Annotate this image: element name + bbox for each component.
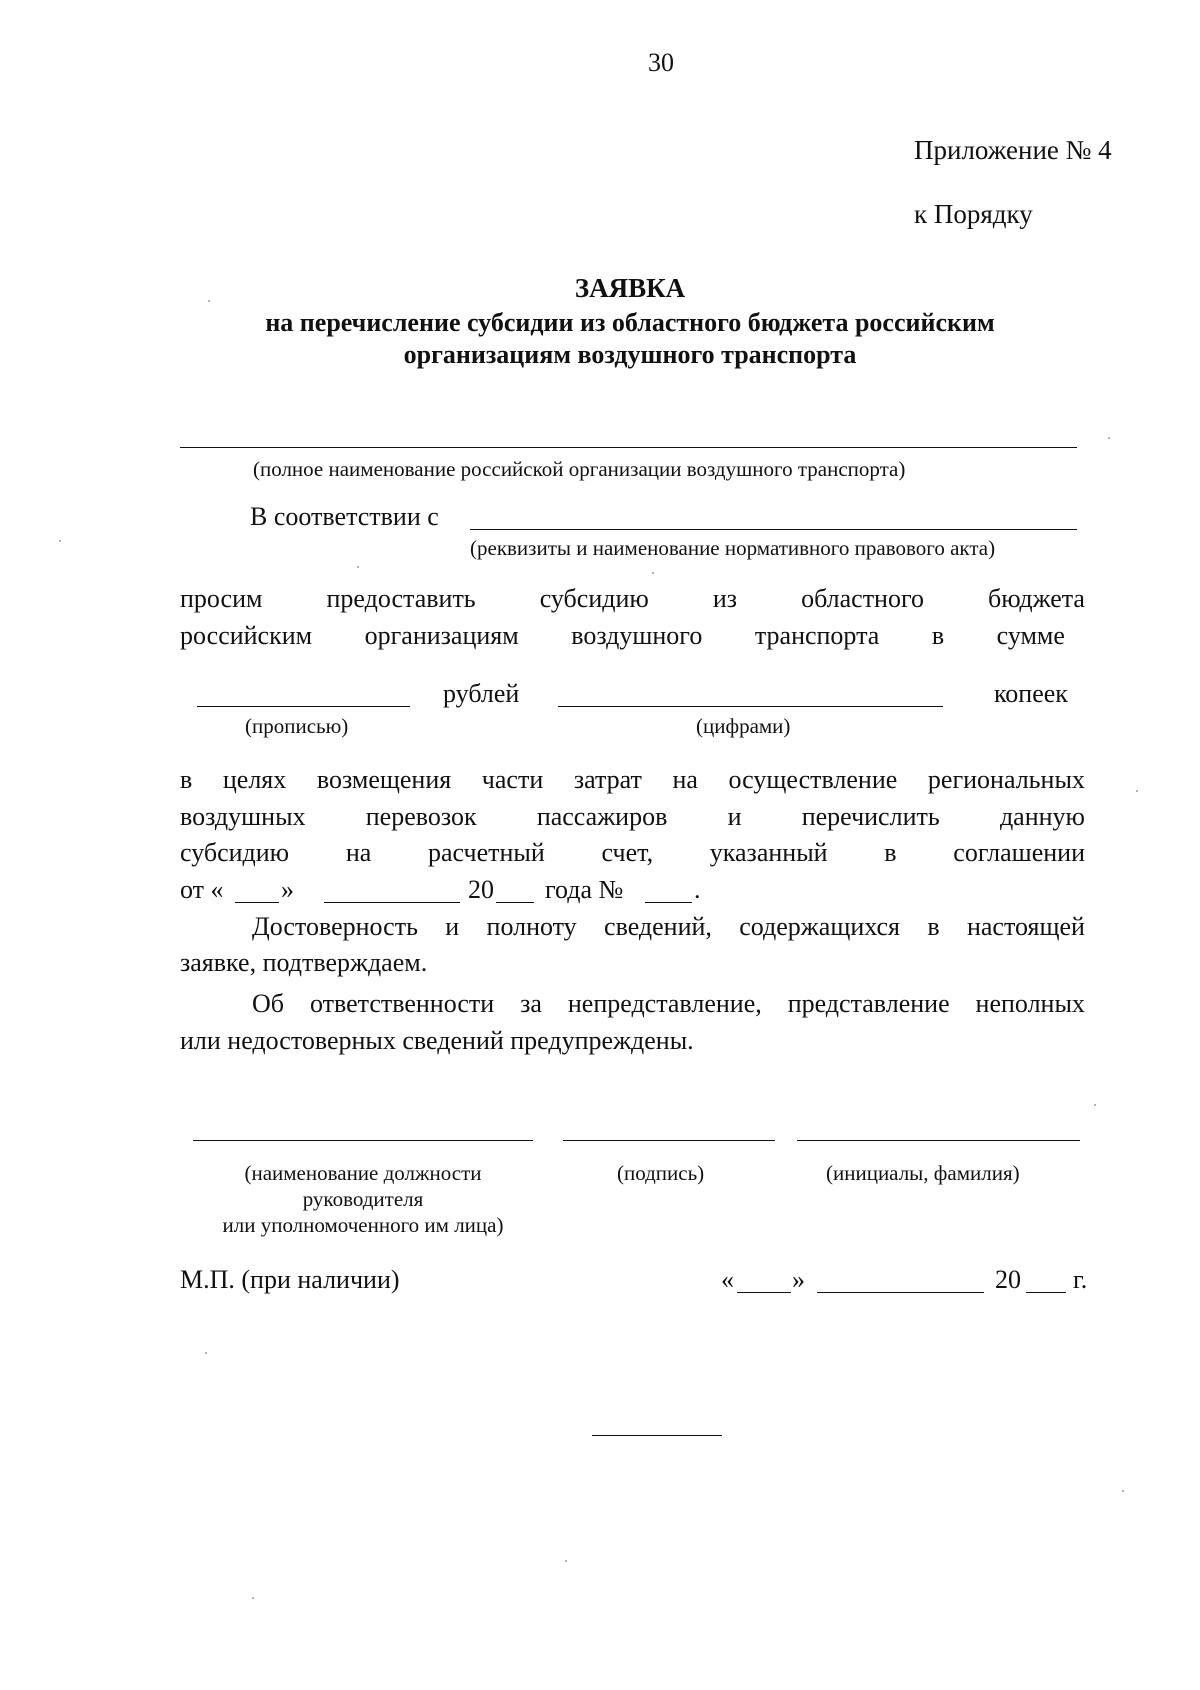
word: настоящей: [966, 912, 1085, 941]
word: в: [927, 912, 940, 941]
kopecks-label: копеек: [994, 679, 1068, 708]
appendix-reference: к Порядку: [914, 199, 1033, 229]
agreement-from: от «: [180, 875, 224, 904]
document-subtitle-line-2: организациям воздушного транспорта: [403, 340, 857, 369]
agreement-dot: .: [694, 875, 701, 904]
date-month-field[interactable]: [817, 1292, 984, 1293]
word: воздушного: [571, 621, 703, 650]
word: региональных: [927, 765, 1085, 794]
word: воздушных: [180, 802, 306, 831]
word: в: [884, 838, 897, 867]
word: осуществление: [728, 765, 898, 794]
word: возмещения: [316, 765, 452, 794]
closing-rule: [592, 1435, 722, 1436]
word: ответственности: [309, 989, 495, 1018]
name-caption: (инициалы, фамилия): [826, 1161, 1020, 1185]
scan-speck: [565, 1560, 567, 1562]
word: перечислить: [801, 802, 940, 831]
liability-line-1: [252, 989, 1085, 1019]
legal-basis-label: В соответствии с: [250, 502, 439, 531]
word: данную: [999, 802, 1085, 831]
scan-speck: [1136, 790, 1138, 792]
word: представление: [787, 989, 950, 1018]
word: и: [727, 802, 742, 831]
appendix-number: Приложение № 4: [914, 135, 1112, 165]
scan-speck: [1108, 437, 1110, 439]
word: сведений,: [604, 912, 712, 941]
purpose-line-2: [180, 802, 1085, 832]
document-subtitle-line-1: на перечисление субсидии из областного бюджета российским: [265, 308, 995, 337]
scan-speck: [205, 1352, 207, 1354]
word: целях: [222, 765, 287, 794]
position-caption-line-2: руководителя: [302, 1187, 424, 1211]
word: субсидию: [539, 584, 649, 613]
reliability-line-2: заявке, подтверждаем.: [180, 948, 428, 977]
name-field[interactable]: [797, 1140, 1080, 1141]
word: Об: [252, 989, 285, 1018]
date-day-field[interactable]: [737, 1292, 791, 1293]
agreement-number-field[interactable]: [645, 902, 692, 903]
request-line-1: [180, 584, 1085, 614]
date-year-prefix: 20: [995, 1265, 1021, 1294]
word: полноту: [486, 912, 577, 941]
word: субсидию: [180, 838, 290, 867]
rubles-label: рублей: [443, 679, 520, 708]
scan-speck: [652, 572, 654, 574]
word: Достоверность: [252, 912, 418, 941]
word: российским: [180, 621, 313, 650]
organization-name-caption: (полное наименование российской организации воздушного транспорта): [253, 457, 906, 481]
scan-speck: [1094, 1104, 1096, 1106]
word: затрат: [573, 765, 642, 794]
reliability-line-1: [252, 912, 1085, 942]
word: пассажиров: [536, 802, 668, 831]
word: части: [481, 765, 544, 794]
stamp-label: М.П. (при наличии): [180, 1265, 400, 1294]
word: в: [931, 621, 945, 650]
word: на: [672, 765, 698, 794]
legal-basis-caption: (реквизиты и наименование нормативного правового акта): [470, 536, 996, 560]
word: просим: [180, 584, 263, 613]
word: из: [712, 584, 738, 613]
word: перевозок: [365, 802, 477, 831]
date-year-suffix: г.: [1073, 1265, 1088, 1294]
word: непредставление,: [567, 989, 762, 1018]
purpose-line-1: [180, 765, 1085, 795]
word: соглашении: [953, 838, 1085, 867]
word: организациям: [364, 621, 519, 650]
word: транспорта: [754, 621, 880, 650]
word: указанный: [709, 838, 828, 867]
agreement-year-prefix: 20: [468, 875, 494, 904]
scan-speck: [252, 1597, 254, 1599]
word: областного: [801, 584, 924, 613]
date-quote-close: »: [792, 1265, 805, 1294]
word: неполных: [975, 989, 1085, 1018]
agreement-day-field[interactable]: [235, 902, 279, 903]
signature-caption: (подпись): [617, 1161, 705, 1185]
signature-field[interactable]: [563, 1140, 775, 1141]
amount-digits-caption: (цифрами): [696, 714, 791, 738]
word: за: [520, 989, 542, 1018]
organization-name-field[interactable]: [180, 447, 1077, 448]
agreement-quote-close: »: [281, 875, 294, 904]
scan-speck: [1122, 1490, 1124, 1492]
amount-digits-field[interactable]: [558, 706, 943, 707]
word: бюджета: [988, 584, 1085, 613]
document-title: ЗАЯВКА: [574, 273, 686, 303]
word: предоставить: [326, 584, 476, 613]
word: и: [445, 912, 460, 941]
word: счет,: [601, 838, 654, 867]
agreement-year-field[interactable]: [496, 902, 534, 903]
amount-words-caption: (прописью): [245, 714, 349, 738]
request-line-2: [180, 621, 1065, 651]
agreement-month-field[interactable]: [324, 902, 460, 903]
liability-line-2: или недостоверных сведений предупреждены.: [180, 1026, 694, 1055]
word: расчетный: [427, 838, 545, 867]
purpose-line-3: [180, 838, 1085, 868]
word: сумме: [996, 621, 1065, 650]
scan-speck: [357, 566, 359, 568]
word: в: [180, 765, 193, 794]
position-field[interactable]: [193, 1140, 533, 1141]
position-caption-line-1: (наименование должности: [244, 1161, 482, 1185]
position-caption-line-3: или уполномоченного им лица): [222, 1213, 504, 1237]
date-year-field[interactable]: [1026, 1292, 1066, 1293]
legal-basis-field[interactable]: [470, 529, 1077, 530]
agreement-year-word: года №: [545, 875, 624, 904]
scan-speck: [208, 300, 210, 302]
word: на: [345, 838, 372, 867]
scan-speck: [59, 540, 61, 542]
word: содержащихся: [739, 912, 900, 941]
amount-words-field[interactable]: [197, 706, 410, 707]
date-quote-open: «: [721, 1265, 734, 1294]
page-number: 30: [648, 48, 674, 77]
